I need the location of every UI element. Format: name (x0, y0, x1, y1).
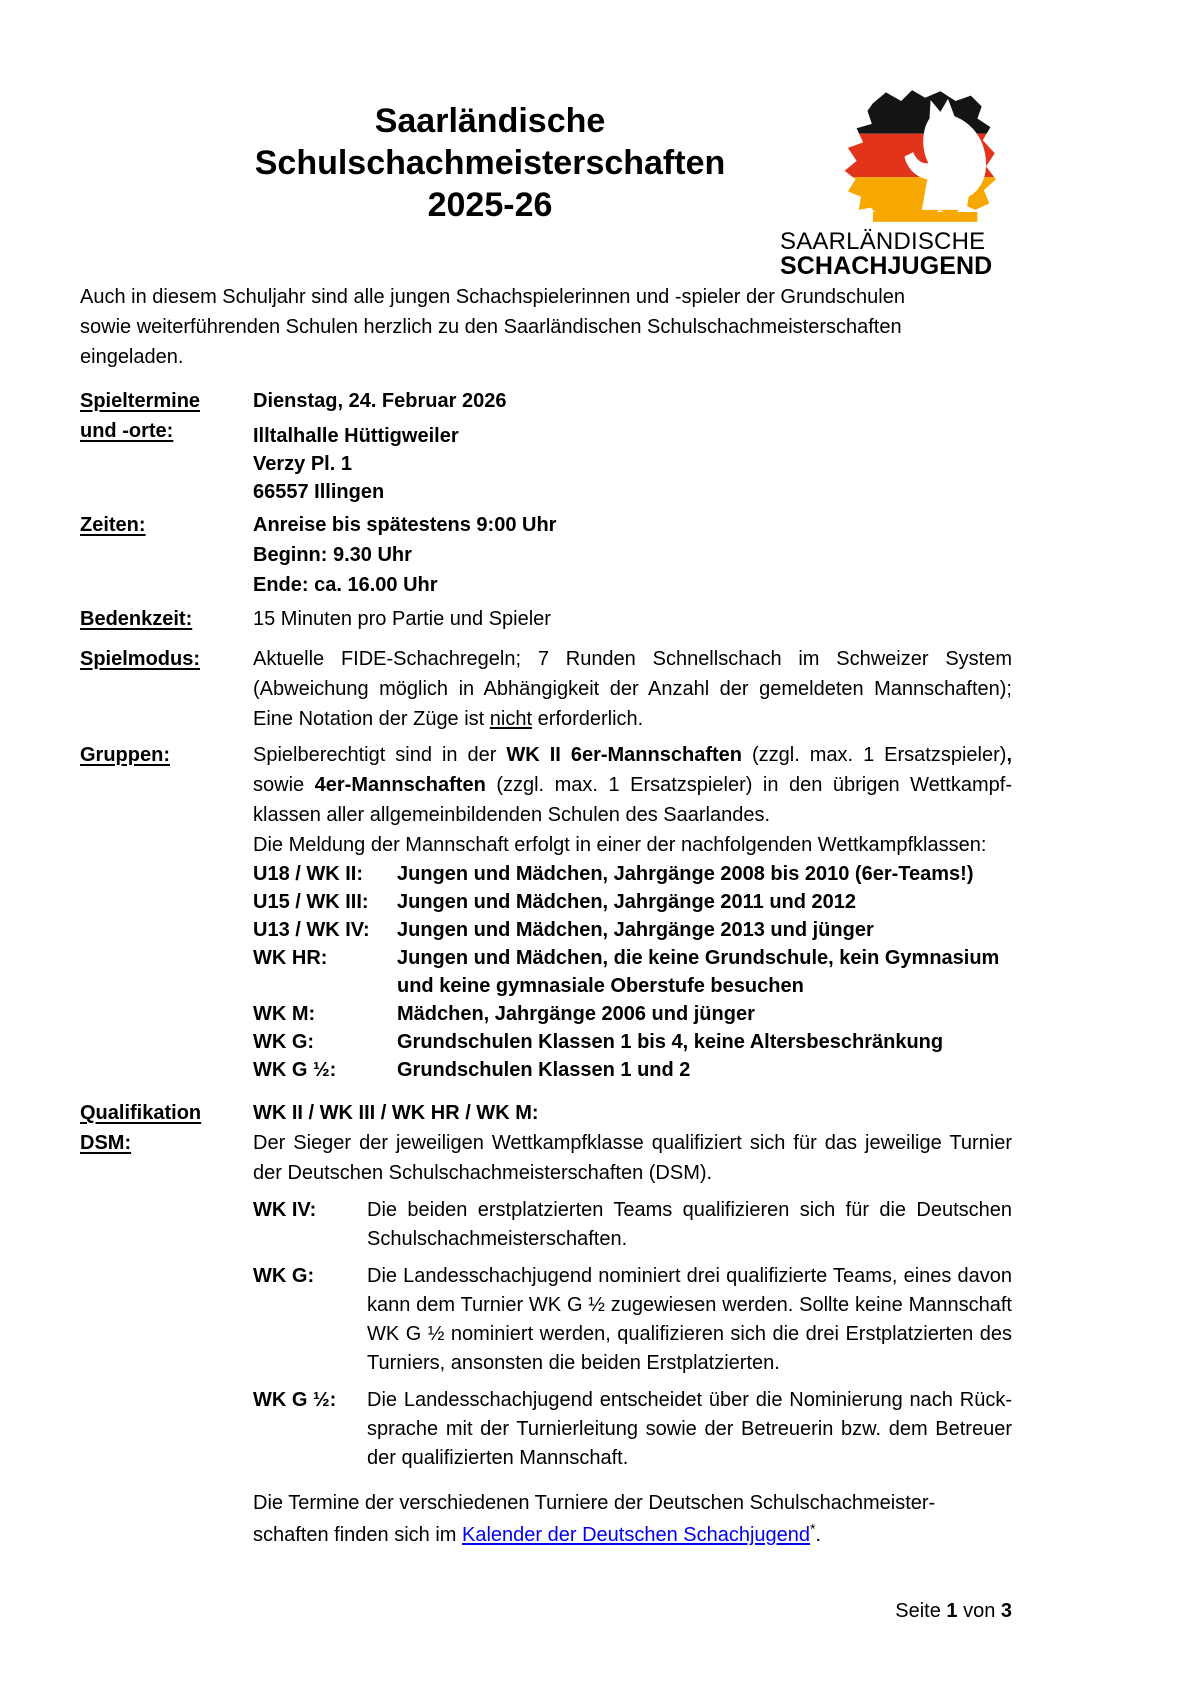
text-line: der Deutschen Schulschachmeisterschaften (DSM). (253, 1162, 713, 1184)
text-line: eingeladen. (80, 346, 184, 368)
wk-class-desc (397, 888, 1012, 916)
emphasis-nicht: nicht (489, 708, 533, 730)
text-line: Eine Notation der Züge ist nicht erforderlich. (253, 708, 644, 730)
logo-org-name-line2: SCHACHJUGEND (780, 252, 993, 280)
wk-class-key: U18 / WK II: (253, 863, 364, 885)
text-line: Aktuelle FIDE-Schachregeln; 7 Runden Schnellschach im Schweizer System (253, 648, 1012, 670)
text-line: sowie weiterführenden Schulen herzlich zu den Saarländischen Schulschachmeisterschaften (80, 316, 902, 338)
wk-class-desc (397, 860, 1012, 888)
wk-class-row (253, 944, 1012, 1000)
text-line: Die Termine der verschiedenen Turniere der Deutschen Schulschachmeister- (253, 1492, 936, 1514)
wk-class-row (253, 1028, 1012, 1056)
intro-paragraph (80, 282, 1012, 372)
text-line: sowie 4er-Mannschaften (zzgl. max. 1 Ersatzspieler) in den übrigen Wettkampf- (253, 774, 1012, 796)
title-line1: Saarländische (374, 102, 606, 140)
bedenkzeit-label-text: Bedenkzeit: (80, 608, 193, 630)
title-line3: 2025-26 (427, 186, 553, 224)
eligibility-paragraph (253, 740, 1012, 830)
wk-class-list (253, 860, 1012, 1084)
qualifikation-item (253, 1262, 1012, 1378)
text-line: sprache mit der Turnierleitung sowie der Betreuerin bzw. dem Betreuer (367, 1418, 1012, 1440)
qualifikation-item-key: WK G: (253, 1265, 315, 1287)
text-line: Spielberechtigt sind in der WK II 6er-Mannschaften (zzgl. max. 1 Ersatzspieler), (253, 744, 1012, 766)
text-line: der qualifizierten Mannschaft. (367, 1447, 629, 1469)
text-line: schaften finden sich im Kalender der Deutschen Schachjugend*. (253, 1520, 822, 1546)
section-spielmodus (80, 644, 1012, 734)
event-date: Dienstag, 24. Februar 2026 (253, 390, 507, 412)
qualifikation-label-line1: Qualifikation (80, 1102, 202, 1124)
qualifikation-item-text (367, 1196, 1012, 1254)
footnote-asterisk: * (810, 1520, 816, 1537)
text-line: Grundschulen Klassen 1 bis 4, keine Altersbeschränkung (397, 1031, 944, 1053)
section-gruppen (80, 740, 1012, 1084)
wk-class-desc (397, 1000, 1012, 1028)
qualifikation-item-key (253, 1386, 367, 1473)
wk-class-key: WK HR: (253, 947, 328, 969)
qualifikation-label (80, 1098, 253, 1158)
bedenkzeit-text: 15 Minuten pro Partie und Spieler (253, 608, 551, 630)
spieltermine-label-line2: und -orte: (80, 420, 174, 442)
wk-class-desc (397, 1028, 1012, 1056)
wk-class-desc (397, 944, 1012, 1000)
wk-class-desc (397, 916, 1012, 944)
qualifikation-label-line2: DSM: (80, 1132, 132, 1154)
venue-street: Verzy Pl. 1 (253, 453, 352, 475)
zeiten-label (80, 510, 253, 540)
logo-org-name-line1: SAARLÄNDISCHE (780, 228, 986, 255)
text-segment: , (1006, 744, 1012, 766)
text-line: Grundschulen Klassen 1 und 2 (397, 1059, 691, 1081)
text-segment: WK G ½: (253, 1389, 337, 1411)
wk-class-key: U13 / WK IV: (253, 919, 370, 941)
section-qualifikation-dsm (80, 1098, 1012, 1551)
text-line: Die beiden erstplatzierten Teams qualifizieren sich für die Deutschen (367, 1199, 1012, 1221)
qualifikation-heading: WK II / WK III / WK HR / WK M: (253, 1102, 539, 1124)
section-bedenkzeit (80, 604, 1012, 634)
text-line: Jungen und Mädchen, die keine Grundschule, kein Gymnasium (397, 947, 1000, 969)
text-line: Die Landesschachjugend entscheidet über die Nominierung nach Rück- (367, 1389, 1012, 1411)
text-line: Jungen und Mädchen, Jahrgänge 2013 und jünger (397, 919, 874, 941)
text-line: Jungen und Mädchen, Jahrgänge 2011 und 2012 (397, 891, 857, 913)
text-line: Auch in diesem Schuljahr sind alle jungen Schachspielerinnen und -spieler der Grundschulen (80, 286, 905, 308)
text-segment: WK G (253, 1265, 308, 1287)
text-line: klassen aller allgemeinbildenden Schulen des Saarlandes. (253, 804, 771, 826)
text-line: WK G ½ nominiert werden, qualifizieren sich die drei Erstplatzierten des (367, 1323, 1012, 1345)
spielmodus-label (80, 644, 253, 674)
text-segment: 3 (1000, 1600, 1012, 1622)
text-segment: 1 (946, 1600, 958, 1622)
spielmodus-text (253, 644, 1012, 734)
wk-class-row (253, 860, 1012, 888)
text-line: Jungen und Mädchen, Jahrgänge 2008 bis 2010 (6er-Teams!) (397, 863, 974, 885)
wk-class-key: WK G ½: (253, 1059, 337, 1081)
event-venue (253, 422, 1012, 506)
text-line: Turniers, ansonsten die beiden Erstplatzierten. (367, 1352, 780, 1374)
zeiten-label-text: Zeiten: (80, 514, 146, 536)
text-line: (Abweichung möglich in Abhängigkeit der Anzahl der gemeldeten Mannschaften); (253, 678, 1012, 700)
text-line: Der Sieger der jeweiligen Wettkampfklasse qualifiziert sich für das jeweilige Turnier (253, 1132, 1012, 1154)
wk-class-key: WK G: (253, 1031, 315, 1053)
text-line: Die Landesschachjugend nominiert drei qualifizierte Teams, eines davon (367, 1265, 1012, 1287)
venue-city: 66557 Illingen (253, 481, 385, 503)
wk-class-row (253, 888, 1012, 916)
qualifikation-item-text (367, 1262, 1012, 1378)
title-line2: Schulschachmeisterschaften (254, 144, 726, 182)
text-line: Schulschachmeisterschaften. (367, 1228, 628, 1250)
document-title (80, 100, 900, 226)
start-time: Beginn: 9.30 Uhr (253, 544, 412, 566)
spieltermine-label (80, 386, 253, 446)
document-content (80, 0, 1012, 1551)
end-time: Ende: ca. 16.00 Uhr (253, 574, 438, 596)
qualifikation-item (253, 1196, 1012, 1254)
text-line: und keine gymnasiale Oberstufe besuchen (397, 975, 804, 997)
wk-class-key: WK M: (253, 1003, 316, 1025)
gruppen-label (80, 740, 253, 770)
spieltermine-label-line1: Spieltermine (80, 390, 201, 412)
text-segment: 4er-Mannschaften (314, 774, 486, 796)
section-zeiten (80, 510, 1012, 600)
section-spieltermine (80, 386, 1012, 506)
bedenkzeit-label (80, 604, 253, 634)
qualifikation-content (253, 1098, 1012, 1551)
gruppen-content (253, 740, 1012, 1084)
wk-class-row (253, 916, 1012, 944)
qualifikation-item-text (367, 1386, 1012, 1473)
kalender-link[interactable]: Kalender der Deutschen Schachjugend (462, 1524, 811, 1546)
wk-class-key: U15 / WK III: (253, 891, 369, 913)
zeiten-content (253, 510, 1012, 600)
spielmodus-label-text: Spielmodus: (80, 648, 201, 670)
meldung-paragraph: Die Meldung der Mannschaft erfolgt in einer der nachfolgenden Wettkampfklassen: (253, 834, 987, 856)
qualifikation-item-key: WK IV: (253, 1199, 317, 1221)
text-line: kann dem Turnier WK G ½ zugewiesen werden. Sollte keine Mannschaft (367, 1294, 1012, 1316)
qualifikation-items (253, 1196, 1012, 1473)
gruppen-label-text: Gruppen: (80, 744, 170, 766)
qualifikation-intro (253, 1128, 1012, 1188)
arrival-time: Anreise bis spätestens 9:00 Uhr (253, 514, 557, 536)
wk-class-row (253, 1000, 1012, 1028)
text-segment: WK II 6er-Mannschaften (506, 744, 742, 766)
text-segment: WK IV (253, 1199, 310, 1221)
spieltermine-content (253, 386, 1012, 506)
text-line: Mädchen, Jahrgänge 2006 und jünger (397, 1003, 755, 1025)
qualifikation-item (253, 1386, 1012, 1473)
venue-name: Illtalhalle Hüttigweiler (253, 425, 459, 447)
dsm-termine-paragraph (253, 1487, 1012, 1551)
wk-class-row (253, 1056, 1012, 1084)
page-footer: Seite 1 von 3 (895, 1600, 1012, 1622)
wk-class-desc (397, 1056, 1012, 1084)
